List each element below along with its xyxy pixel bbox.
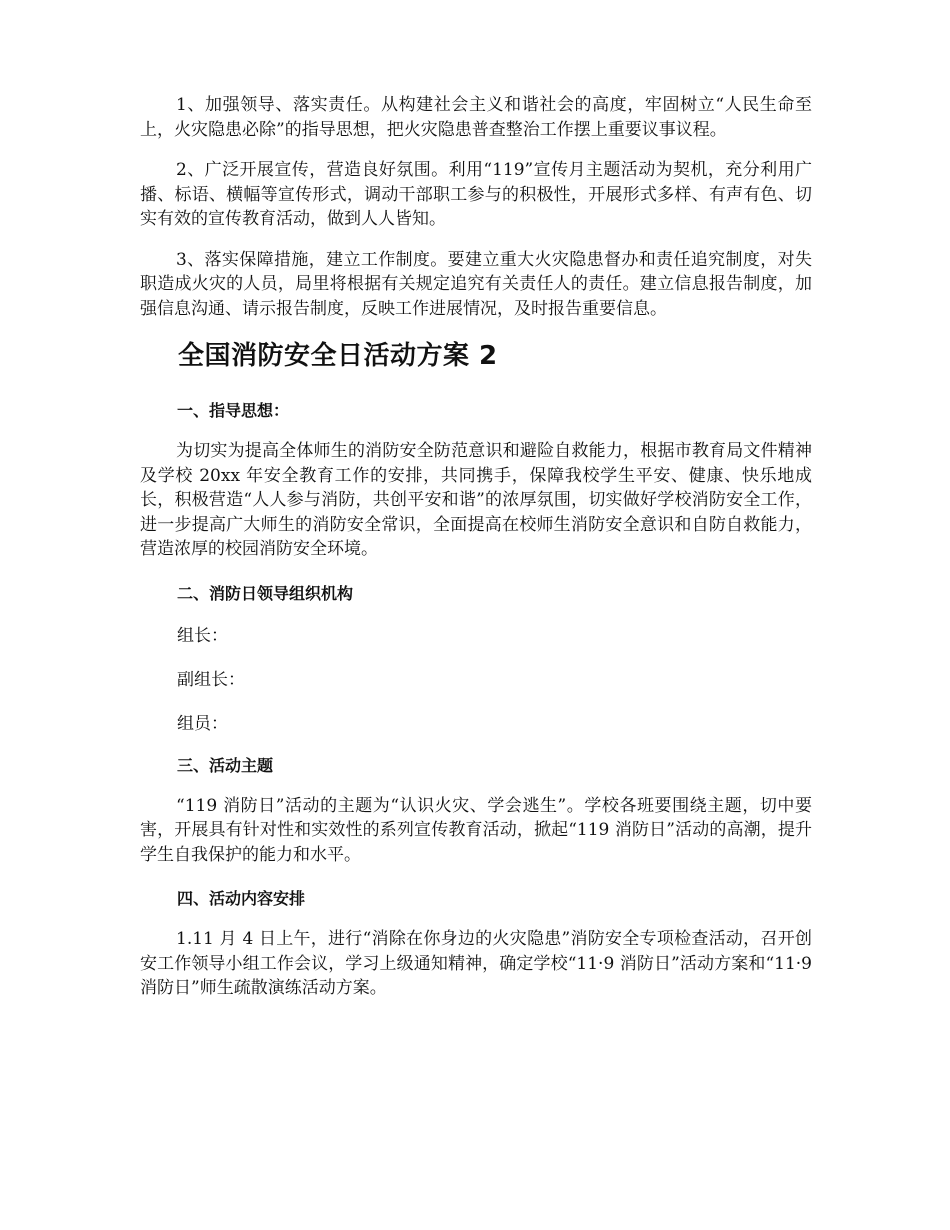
heading-activity-theme: 三、活动主题 <box>177 755 274 775</box>
heading-activity-content: 四、活动内容安排 <box>177 889 306 908</box>
heading-organization: 二、消防日领导组织机构 <box>177 583 354 603</box>
paragraph-responsibility: 1、加强领导、落实责任。从构建社会主义和谐社会的高度，牢固树立“人民生命至上，火灾隐患必除”的指导思想，把火灾隐患普查整治工作摆上重要议事议程。 <box>140 95 812 140</box>
paragraph-guiding-ideology: 为切实为提高全体师生的消防安全防范意识和避险自救能力，根据市教育局文件精神及学校 20xx 年安全教育工作的安排，共同携手，保障我校学生平安、健康、快乐地成长，积极营造“人人参与消防，共创平安和谐”的浓厚氛围，切实做好学校消防安全工作，进一步提高广大师生的消防安全常识，全面提高在校师生消防安全意识和自防自救能力，营造浓厚的校园消防安全环境。 <box>140 441 812 559</box>
paragraph-activity-content: 1.11 月 4 日上午，进行“消除在你身边的火灾隐患”消防安全专项检查活动，召开创安工作领导小组工作会议，学习上级通知精神，确定学校“11·9 消防日”活动方案和“11·9 消防日”师生疏散演练活动方案。 <box>140 929 812 998</box>
paragraph-publicity: 2、广泛开展宣传，营造良好氛围。利用“119”宣传月主题活动为契机，充分利用广播、标语、横幅等宣传形式，调动干部职工参与的积极性，开展形式多样、有声有色、切实有效的宣传教育活动，做到人人皆知。 <box>140 160 812 229</box>
section-title: 全国消防安全日活动方案 2 <box>178 341 498 371</box>
heading-guiding-ideology: 一、指导思想： <box>177 401 290 420</box>
line-leader: 组长： <box>177 625 228 646</box>
line-deputy-leader: 副组长： <box>177 669 245 690</box>
paragraph-activity-theme: “119 消防日”活动的主题为“认识火灾、学会逃生”。学校各班要围绕主题，切中要害，开展具有针对性和实效性的系列宣传教育活动，掀起“119 消防日”活动的高潮，提升学生自我保护的能力和水平。 <box>140 795 812 865</box>
line-members: 组员： <box>177 713 228 734</box>
paragraph-safeguards: 3、落实保障措施，建立工作制度。要建立重大火灾隐患督办和责任追究制度，对失职造成火灾的人员，局里将根据有关规定追究有关责任人的责任。建立信息报告制度，加强信息沟通、请示报告制度，反映工作进展情况，及时报告重要信息。 <box>140 249 812 319</box>
document-page <box>140 93 812 1001</box>
